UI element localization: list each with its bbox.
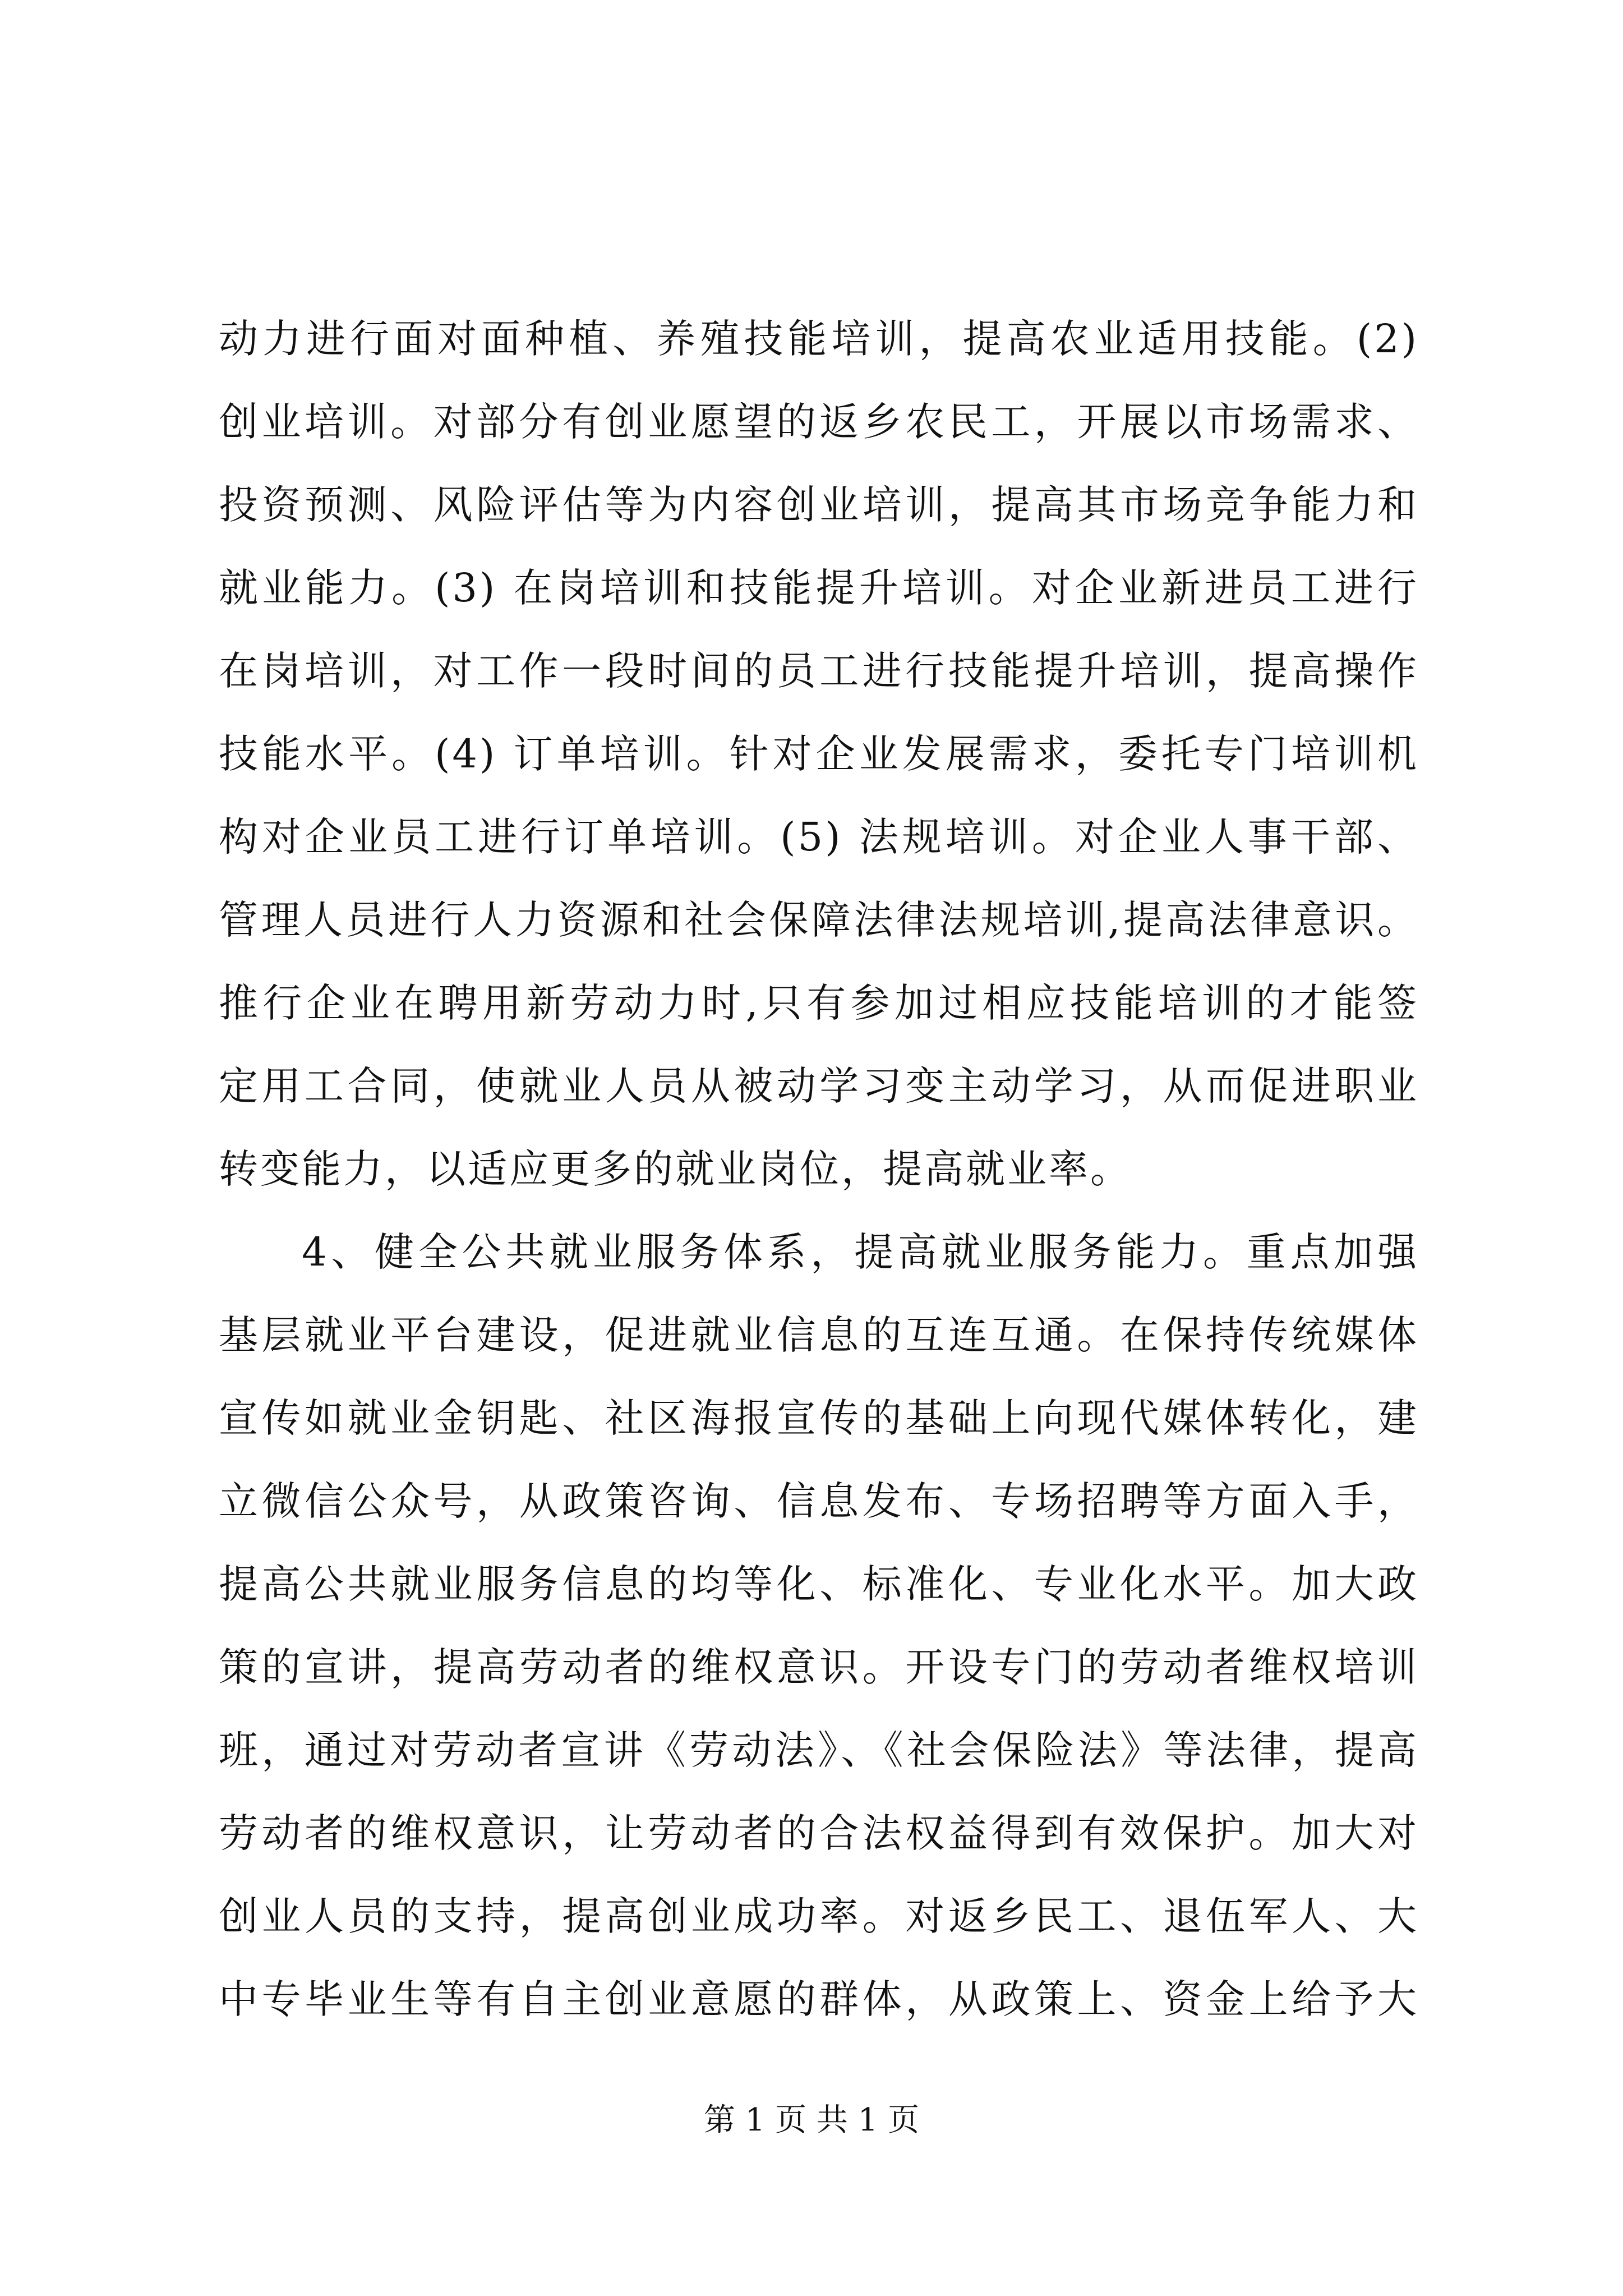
text-line: 基层就业平台建设，促进就业信息的互连互通。在保持传统媒体 <box>219 1312 1419 1358</box>
text-line: 中专毕业生等有自主创业意愿的群体，从政策上、资金上给予大 <box>219 1976 1419 2022</box>
body-text <box>219 297 1419 2041</box>
text-line: 管理人员进行人力资源和社会保障法律法规培训,提高法律意识。 <box>219 897 1419 943</box>
text-line: 构对企业员工进行订单培训。(5) 法规培训。对企业人事干部、 <box>219 814 1419 860</box>
paragraph-start-line: 4、健全公共就业服务体系，提高就业服务能力。重点加强 <box>302 1229 1419 1275</box>
text-line: 创业人员的支持，提高创业成功率。对返乡民工、退伍军人、大 <box>219 1893 1419 1939</box>
text-line: 动力进行面对面种植、养殖技能培训，提高农业适用技能。(2) <box>219 316 1419 362</box>
text-line: 劳动者的维权意识，让劳动者的合法权益得到有效保护。加大对 <box>219 1810 1419 1856</box>
text-line: 创业培训。对部分有创业愿望的返乡农民工，开展以市场需求、 <box>219 399 1419 445</box>
text-line: 定用工合同，使就业人员从被动学习变主动学习，从而促进职业 <box>219 1063 1419 1109</box>
text-line: 班，通过对劳动者宣讲《劳动法》、《社会保险法》等法律，提高 <box>219 1727 1419 1773</box>
text-line: 技能水平。(4) 订单培训。针对企业发展需求，委托专门培训机 <box>219 731 1419 777</box>
text-line: 提高公共就业服务信息的均等化、标准化、专业化水平。加大政 <box>219 1561 1419 1607</box>
text-line: 立微信公众号，从政策咨询、信息发布、专场招聘等方面入手， <box>219 1478 1419 1524</box>
text-line: 就业能力。(3) 在岗培训和技能提升培训。对企业新进员工进行 <box>219 565 1419 611</box>
text-line: 宣传如就业金钥匙、社区海报宣传的基础上向现代媒体转化，建 <box>219 1395 1419 1441</box>
paragraph-end-line: 转变能力，以适应更多的就业岗位，提高就业率。 <box>219 1146 1132 1192</box>
text-line: 策的宣讲，提高劳动者的维权意识。开设专门的劳动者维权培训 <box>219 1644 1419 1690</box>
text-line: 在岗培训，对工作一段时间的员工进行技能提升培训，提高操作 <box>219 648 1419 694</box>
text-line: 投资预测、风险评估等为内容创业培训，提高其市场竞争能力和 <box>219 482 1419 528</box>
page-number-footer: 第 1 页 共 1 页 <box>703 2102 920 2138</box>
text-line: 推行企业在聘用新劳动力时,只有参加过相应技能培训的才能签 <box>219 980 1419 1026</box>
